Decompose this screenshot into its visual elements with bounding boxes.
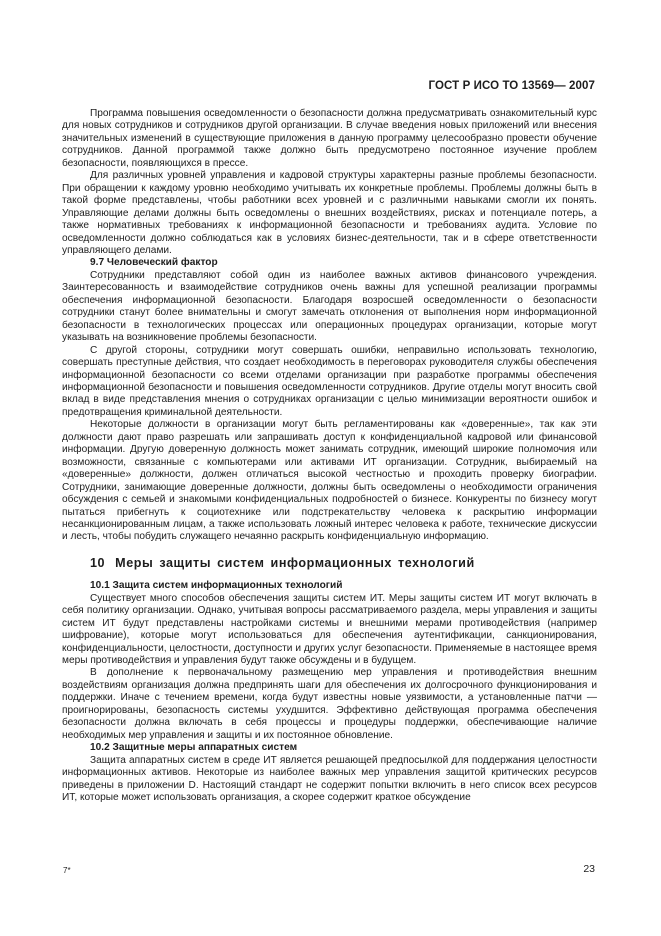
section-title: Меры защиты систем информационных технологий — [115, 555, 475, 570]
paragraph: Существует много способов обеспечения защиты систем ИТ. Меры защиты систем ИТ могут включать в себя политику организации. Однако, учитывая вопросы рассматриваемого раздела, меры управления и защиты систем ИТ будут представлены настройками системы и внешними мерами противодействия (например шифрование), которые могут использоваться для обеспечения аутентификации, санкционирования, конфиденциальности, целостности, доступности и других услуг безопасности. Применяемые в настоящее время меры противодействия и управления будут также обсуждены и в будущем. — [62, 592, 597, 667]
section-heading-10 — [62, 557, 597, 569]
footer-sheet-mark: 7* — [63, 866, 71, 875]
section-number: 10 — [90, 555, 106, 570]
paragraph: В дополнение к первоначальному размещению мер управления и противодействия внешним воздействиям организация должна предпринять шаги для обеспечения их долгосрочного функционирования и поддержки. Иначе с течением времени, когда будут известны новые уязвимости, а установленные патчи — проигнорированы, безопасность системы ухудшится. Эффективно действующая программа обеспечения безопасности должна включать в себя процессы и процедуры поддержки, обеспечивающие наличие необходимых мер управления и защиты и их постоянное обновление. — [62, 667, 597, 741]
paragraph: Некоторые должности в организации могут быть регламентированы как «доверенные», так как эти должности дают право разрешать или запрашивать доступ к конфиденциальной кадровой или финансовой информации. Другую доверенную должность может занимать сотрудник, имеющий широкие полномочия или возможности, связанные с компьютерами или активами ИТ организации. Сотрудник, выбираемый на «доверенные» должности, должен отличаться высокой честностью и проходить проверку биографии. Сотрудники, занимающие доверенные должности, должны быть осведомлены о необходимости ограничения обсуждения с семьей и знакомыми конфиденциальных подробностей о бизнесе. Конкуренты по бизнесу могут пытаться прибегнуть к социотехнике или подстрекательству человека к раскрытию информации несанкционированным лицам, а также использовать ложный интерес человека к работе, технические дискуссии и лесть, чтобы побудить служащего нечаянно раскрыть конфиденциальную информацию. — [62, 419, 597, 543]
section-heading-10-2: 10.2 Защитные меры аппаратных систем — [90, 742, 298, 754]
paragraph: Для различных уровней управления и кадровой структуры характерны разные проблемы безопасности. При обращении к каждому уровню необходимо учитывать их конкретные проблемы. Проблемы должны быть в такой форме представлены, чтобы работники всех уровней и с различными навыками смогли их понять. Управляющие делами должны быть осведомлены о внешних воздействиях, рисках и потенциале потерь, а также нормативных требованиях к информационной безопасности и требованиях аудита. Условие по осведомленности должно соблюдаться как в условиях бизнес-деятельности, так и в сфере ответственности управляющего делами. — [62, 170, 597, 256]
paragraph: Сотрудники представляют собой один из наиболее важных активов финансового учреждения. Заинтересованность и взаимодействие сотрудников очень важны для успешной реализации программы обеспечения информационной безопасности. Благодаря возросшей осведомленности о безопасности сотрудники станут более внимательны и смогут замечать отклонения от выполнения норм информационной безопасности в технологических процессах или операционных процедурах организации, которые могут указывать на возникновение проблемы безопасности. — [62, 269, 597, 344]
paragraph: Программа повышения осведомленности о безопасности должна предусматривать ознакомительный курс для новых сотрудников и сотрудников другой организации. В случае введения новых приложений или внесения значительных изменений в существующие приложения в данную программу целесообразно провести обучение сотрудников. Данной программой также должно быть предусмотрено постоянное изучение проблем безопасности, появляющихся в прессе. — [62, 108, 597, 169]
section-heading-10-1: 10.1 Защита систем информационных технологий — [90, 580, 343, 592]
paragraph: Защита аппаратных систем в среде ИТ является решающей предпосылкой для поддержания целостности информационных активов. Некоторые из наиболее важных мер управления защитой критических ресурсов приведены в приложении D. Настоящий стандарт не содержит попытки включить в него список всех ресурсов ИТ, которые может использовать организация, а скорее содержит краткое обсуждение — [62, 754, 597, 804]
standard-header: ГОСТ Р ИСО ТО 13569— 2007 — [428, 80, 595, 92]
paragraph: С другой стороны, сотрудники могут совершать ошибки, неправильно использовать технологию, совершать преступные действия, что создает необходимость в переговорах руководителя службы обеспечения информационной безопасности со всеми отделами организации при разработке программы обеспечения информационной безопасности и повышения осведомленности сотрудников. Другие отделы могут вносить свой вклад в виде представления мнения о сотрудниках организации с целью минимизации вероятности ошибок и предотвращения криминальной деятельности. — [62, 344, 597, 418]
page-body — [62, 108, 597, 804]
section-heading-9-7: 9.7 Человеческий фактор — [90, 257, 218, 269]
page-number: 23 — [583, 863, 595, 875]
